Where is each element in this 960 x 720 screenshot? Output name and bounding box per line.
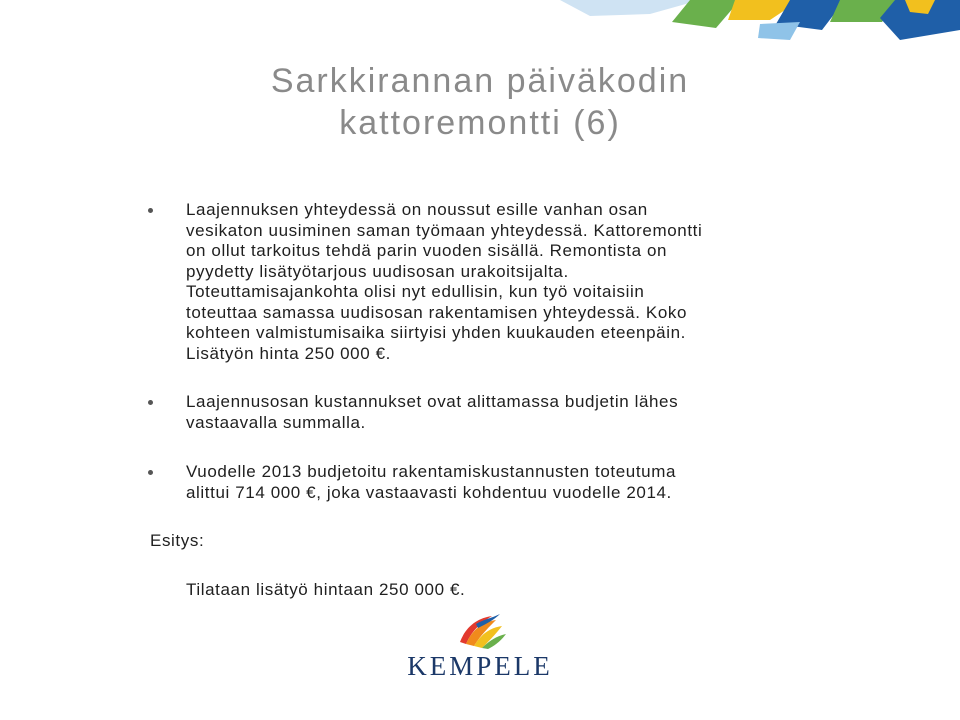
kempele-logo (400, 612, 560, 684)
bullet-line: Toteuttamisajankohta olisi nyt edullisin, kun työ voitaisiin (186, 282, 645, 301)
bullet-line: toteuttaa samassa uudisosan rakentamisen yhteydessä. Koko (186, 302, 688, 322)
decorative-color-band (0, 0, 960, 60)
proposal-text: Tilataan lisätyö hintaan 250 000 €. (186, 580, 466, 599)
title-line-1: Sarkkirannan päiväkodin (270, 62, 690, 100)
bullet-line: Laajennuksen yhteydessä on noussut esille vanhan osan (186, 200, 648, 219)
bullet-line: Vuodelle 2013 budjetoitu rakentamiskustannusten toteutuma (186, 462, 677, 481)
logo-wordmark: KEMPELE (407, 651, 553, 681)
tree-emblem-icon (452, 612, 508, 650)
bullet-item (186, 200, 786, 364)
bullet-line: Laajennusosan kustannukset ovat alittamassa budjetin lähes (186, 392, 679, 411)
bullet-line: vastaavalla summalla. (186, 412, 366, 432)
bullet-line: Lisätyön hinta 250 000 €. (186, 343, 391, 363)
slide-title (190, 60, 770, 144)
bullet-line: pyydetty lisätyötarjous uudisosan urakoitsijalta. (186, 261, 569, 281)
title-line-2: kattoremontti (6) (339, 104, 621, 142)
bullet-line: on ollut tarkoitus tehdä parin vuoden sisällä. Remontista on (186, 241, 668, 260)
bullet-line: kohteen valmistumisaika siirtyisi yhden kuukauden eteenpäin. (186, 323, 686, 342)
bullet-item (186, 462, 786, 503)
bullet-marker (148, 208, 153, 213)
bullet-item (186, 392, 786, 433)
bullet-marker (148, 400, 153, 405)
bullet-line: vesikaton uusiminen saman työmaan yhteydessä. Kattoremontti (186, 220, 703, 240)
bullet-line: alittui 714 000 €, joka vastaavasti kohdentuu vuodelle 2014. (186, 482, 672, 502)
proposal-label: Esitys: (150, 531, 205, 550)
bullet-marker (148, 470, 153, 475)
